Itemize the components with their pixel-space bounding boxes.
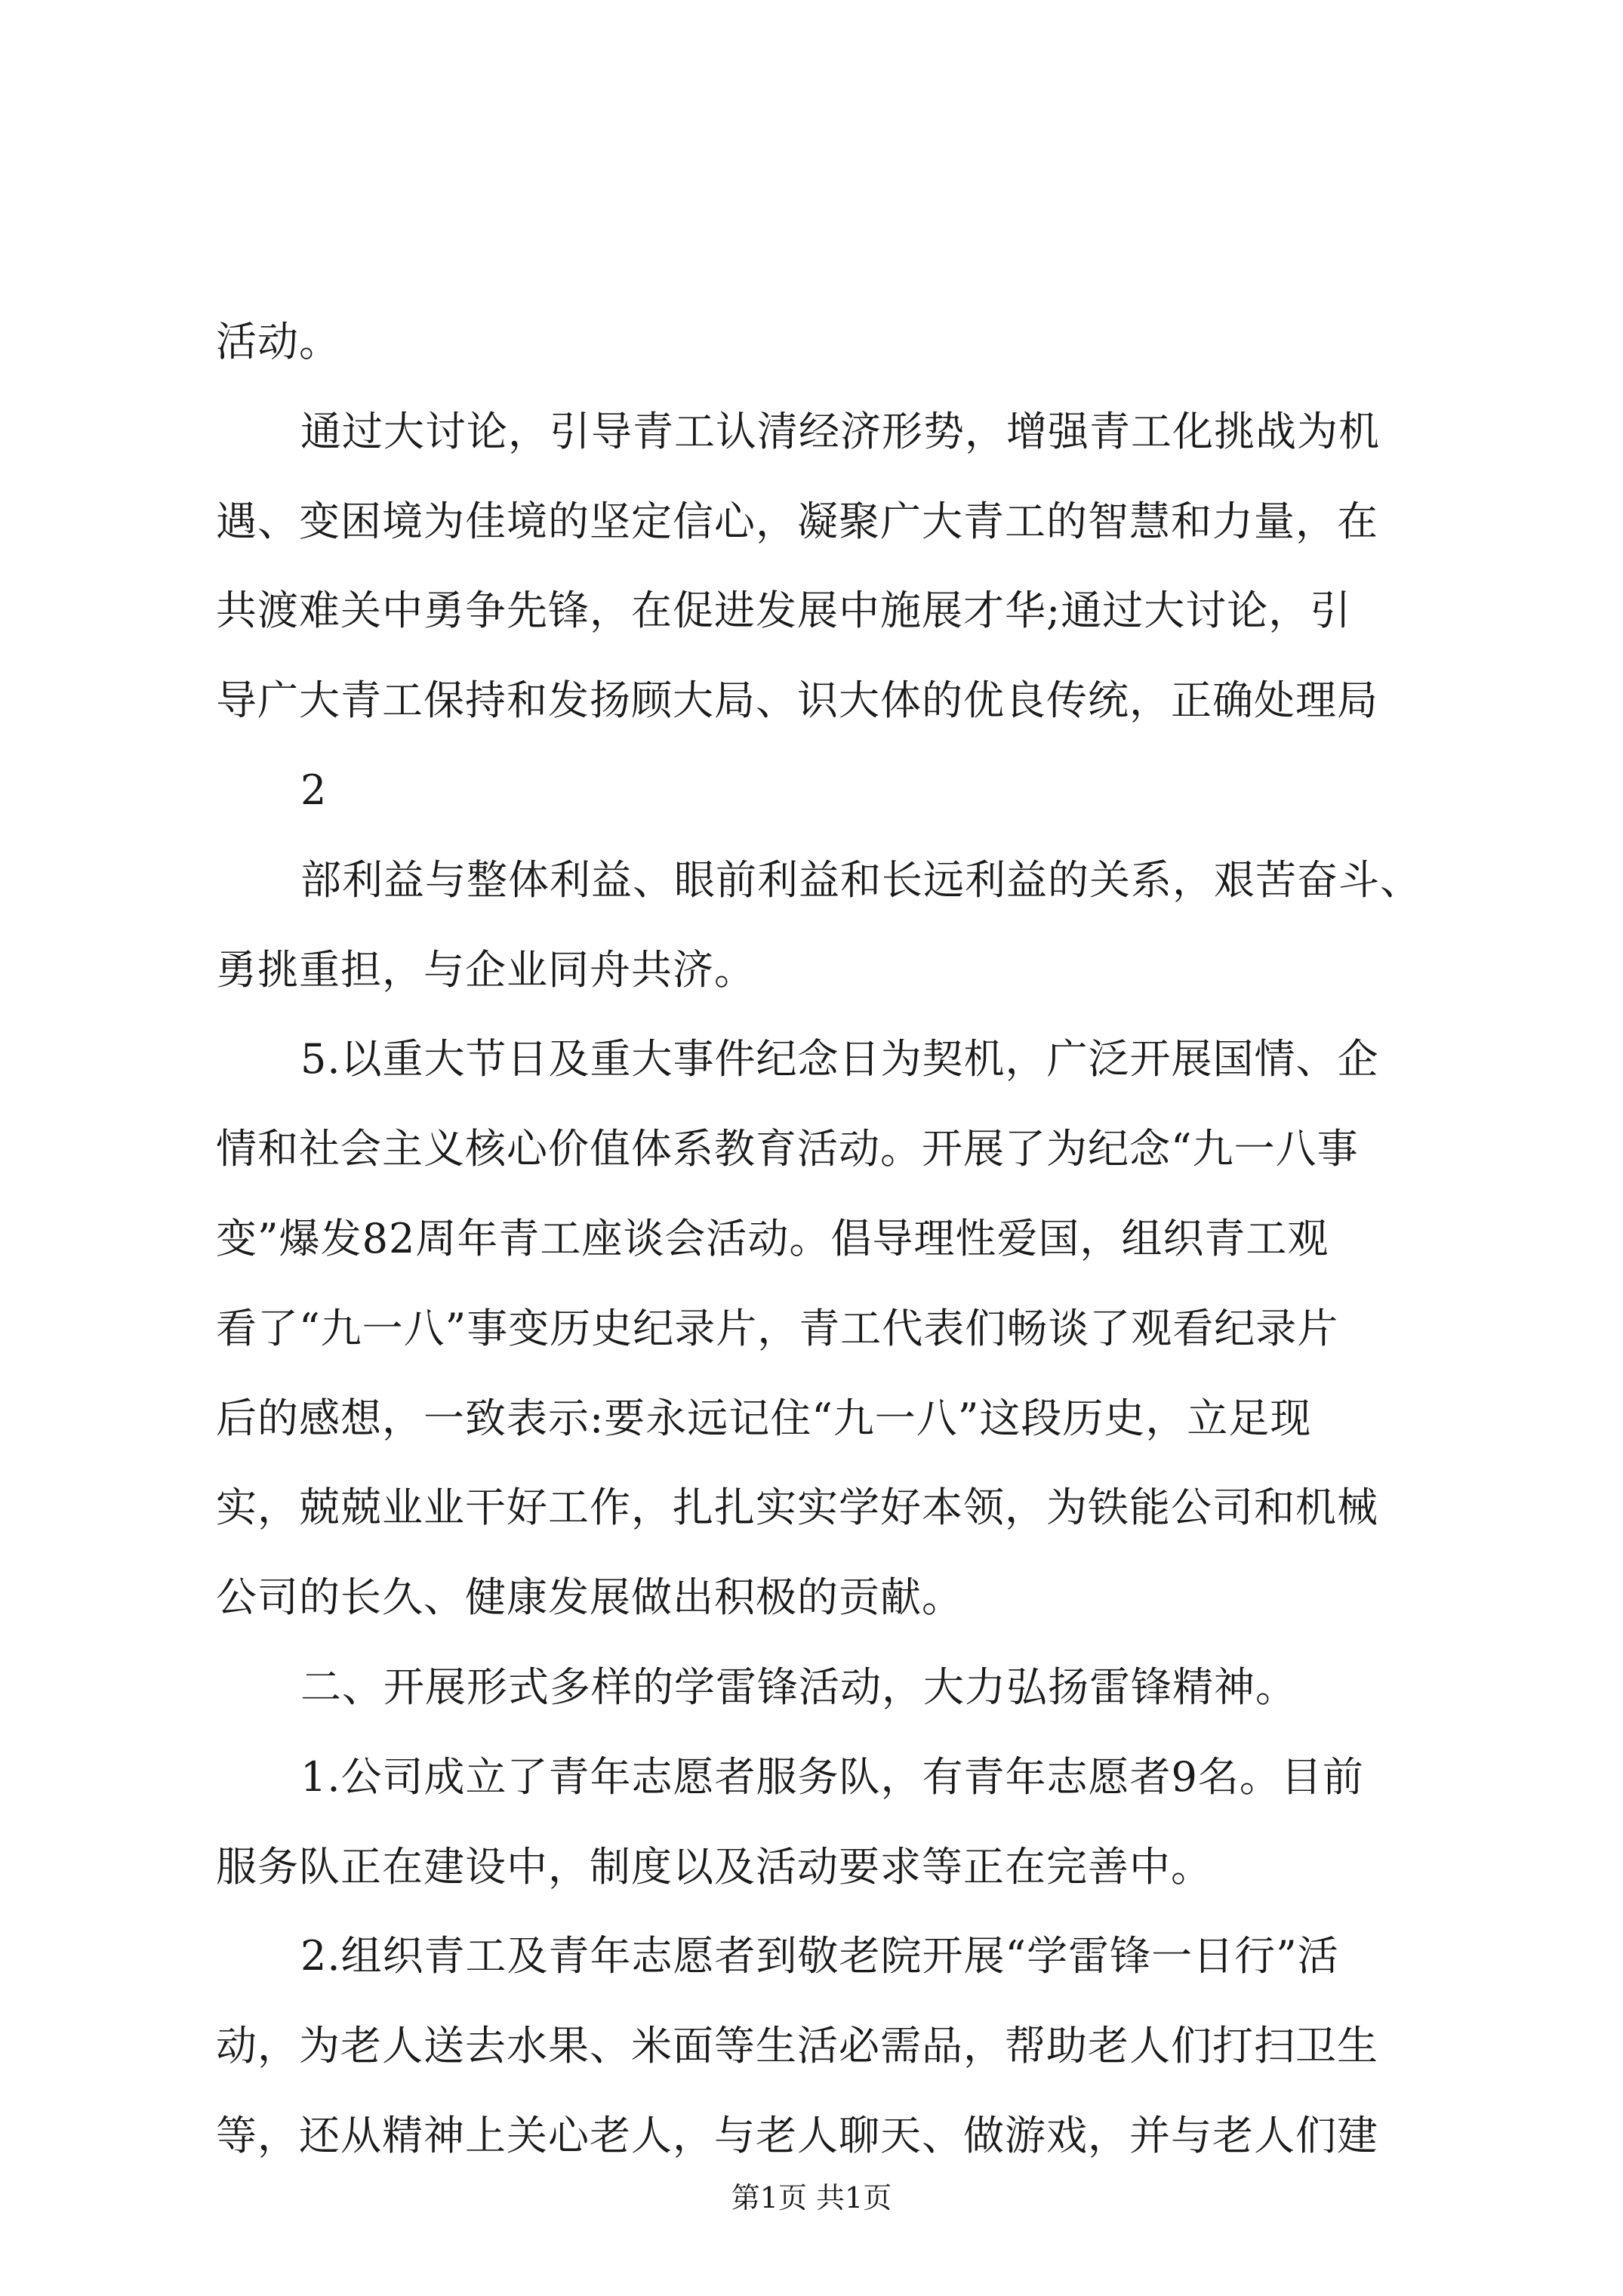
text-line-1: 活动。 (216, 318, 340, 365)
text-line-15: 公司的长久、健康发展做出积极的贡献。 (216, 1573, 963, 1621)
text-line-13: 后的感想，一致表示:要永远记住“九一八”这段历史，立足现 (216, 1395, 1312, 1442)
text-line-19: 2.组织青工及青年志愿者到敬老院开展“学雷锋一日行”活 (300, 1932, 1339, 1980)
text-line-20: 动，为老人送去水果、米面等生活必需品，帮助老人们打扫卫生 (216, 2022, 1378, 2069)
text-line-18: 服务队正在建设中，制度以及活动要求等正在完善中。 (216, 1843, 1212, 1891)
text-line-10: 情和社会主义核心价值体系教育活动。开展了为纪念“九一八事 (216, 1125, 1359, 1173)
text-line-14: 实，兢兢业业干好工作，扎扎实实学好本领，为铁能公司和机械 (216, 1484, 1378, 1531)
text-line-21: 等，还从精神上关心老人，与老人聊天、做游戏，并与老人们建 (216, 2112, 1378, 2159)
text-line-9: 5.以重大节日及重大事件纪念日为契机，广泛开展国情、企 (300, 1035, 1379, 1083)
text-line-3: 遇、变困境为佳境的坚定信心，凝聚广大青工的智慧和力量，在 (216, 498, 1378, 545)
page-footer: 第1页 共1页 (731, 2181, 892, 2214)
page-number-marker: 2 (300, 766, 328, 814)
text-line-17: 1.公司成立了青年志愿者服务队，有青年志愿者9名。目前 (300, 1753, 1364, 1801)
text-line-4: 共渡难关中勇争先锋，在促进发展中施展才华;通过大讨论，引 (216, 587, 1352, 634)
text-line-12: 看了“九一八”事变历史纪录片，青工代表们畅谈了观看纪录片 (216, 1305, 1339, 1352)
text-line-7: 部利益与整体利益、眼前利益和长远利益的关系，艰苦奋斗、 (300, 856, 1421, 904)
text-line-2: 通过大讨论，引导青工认清经济形势，增强青工化挑战为机 (300, 408, 1380, 455)
text-line-8: 勇挑重担，与企业同舟共济。 (216, 946, 756, 994)
text-line-11: 变”爆发82周年青工座谈会活动。倡导理性爱国，组织青工观 (216, 1215, 1329, 1262)
text-line-5: 导广大青工保持和发扬顾大局、识大体的优良传统，正确处理局 (216, 676, 1378, 724)
section-heading-2: 二、开展形式多样的学雷锋活动，大力弘扬雷锋精神。 (300, 1663, 1297, 1711)
